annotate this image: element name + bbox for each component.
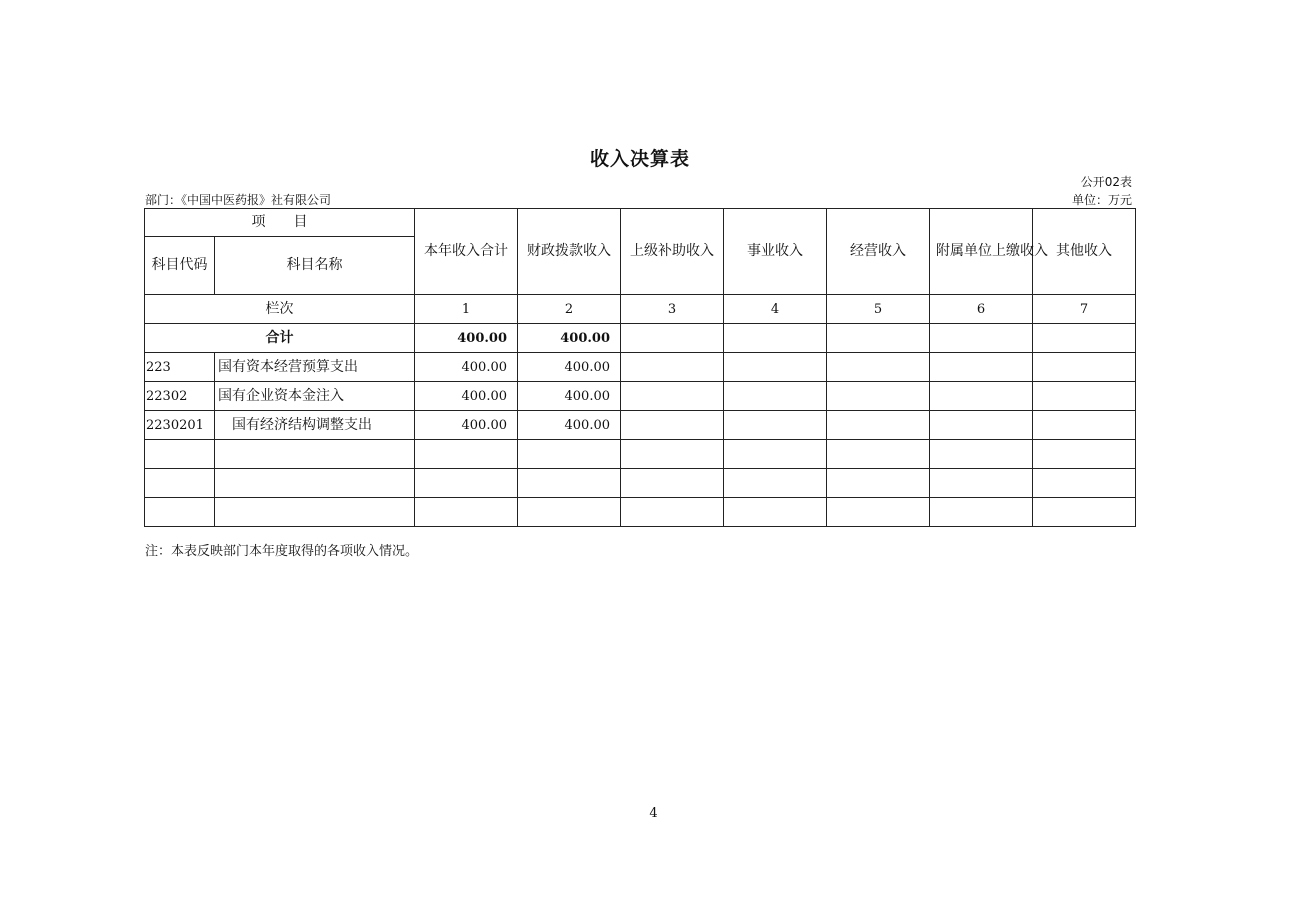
column-header-other-income: 其他收入 bbox=[1033, 209, 1136, 295]
amount-cell: 400.00 bbox=[415, 353, 518, 382]
amount-cell bbox=[827, 469, 930, 498]
subject-name-header: 科目名称 bbox=[215, 237, 415, 295]
amount-cell bbox=[724, 498, 827, 527]
total-cell bbox=[1033, 324, 1136, 353]
subject-name-cell bbox=[215, 469, 415, 498]
table-row bbox=[145, 382, 1136, 411]
amount-cell bbox=[930, 382, 1033, 411]
seq-cell: 2 bbox=[518, 295, 621, 324]
amount-cell bbox=[518, 469, 621, 498]
table-row bbox=[145, 440, 1136, 469]
total-cell bbox=[827, 324, 930, 353]
amount-cell bbox=[724, 411, 827, 440]
subject-code-header: 科目代码 bbox=[145, 237, 215, 295]
total-row bbox=[145, 324, 1136, 353]
amount-cell bbox=[415, 498, 518, 527]
total-cell: 400.00 bbox=[415, 324, 518, 353]
amount-cell bbox=[930, 353, 1033, 382]
amount-cell bbox=[930, 498, 1033, 527]
subject-code-cell bbox=[145, 469, 215, 498]
subject-name-cell bbox=[215, 498, 415, 527]
table-row bbox=[145, 353, 1136, 382]
column-header-fiscal-appropriation: 财政拨款收入 bbox=[518, 209, 621, 295]
amount-cell bbox=[930, 440, 1033, 469]
seq-cell: 1 bbox=[415, 295, 518, 324]
unit-label: 单位：万元 bbox=[1071, 193, 1132, 207]
amount-cell bbox=[930, 411, 1033, 440]
amount-cell bbox=[724, 382, 827, 411]
amount-cell bbox=[621, 498, 724, 527]
amount-cell bbox=[1033, 469, 1136, 498]
amount-cell bbox=[1033, 353, 1136, 382]
seq-row-label: 栏次 bbox=[145, 295, 415, 324]
table-note: 注：本表反映部门本年度取得的各项收入情况。 bbox=[145, 544, 419, 559]
amount-cell bbox=[621, 411, 724, 440]
column-header-total-income: 本年收入合计 bbox=[415, 209, 518, 295]
page-title: 收入决算表 bbox=[589, 148, 690, 170]
amount-cell bbox=[827, 498, 930, 527]
total-cell bbox=[621, 324, 724, 353]
seq-cell: 7 bbox=[1033, 295, 1136, 324]
amount-cell bbox=[415, 469, 518, 498]
amount-cell bbox=[724, 440, 827, 469]
amount-cell bbox=[1033, 440, 1136, 469]
amount-cell bbox=[518, 498, 621, 527]
amount-cell bbox=[1033, 498, 1136, 527]
income-table bbox=[144, 208, 1136, 527]
column-header-affiliated-remittance: 附属单位上缴收入 bbox=[930, 209, 1033, 295]
total-cell bbox=[930, 324, 1033, 353]
amount-cell bbox=[1033, 382, 1136, 411]
seq-row bbox=[145, 295, 1136, 324]
amount-cell bbox=[827, 411, 930, 440]
amount-cell bbox=[518, 440, 621, 469]
amount-cell: 400.00 bbox=[518, 411, 621, 440]
amount-cell bbox=[621, 353, 724, 382]
table-row bbox=[145, 498, 1136, 527]
item-group-header: 项 目 bbox=[145, 209, 415, 237]
amount-cell bbox=[724, 353, 827, 382]
amount-cell bbox=[724, 469, 827, 498]
amount-cell: 400.00 bbox=[415, 411, 518, 440]
amount-cell bbox=[827, 440, 930, 469]
amount-cell: 400.00 bbox=[415, 382, 518, 411]
table-row bbox=[145, 469, 1136, 498]
amount-cell bbox=[827, 382, 930, 411]
seq-cell: 4 bbox=[724, 295, 827, 324]
seq-cell: 6 bbox=[930, 295, 1033, 324]
amount-cell: 400.00 bbox=[518, 382, 621, 411]
subject-name-cell bbox=[215, 440, 415, 469]
total-cell bbox=[724, 324, 827, 353]
column-header-superior-subsidy: 上级补助收入 bbox=[621, 209, 724, 295]
form-code: 公开02表 bbox=[1080, 175, 1132, 189]
subject-code-cell bbox=[145, 498, 215, 527]
page-number: 4 bbox=[649, 806, 658, 821]
subject-name-cell: 国有企业资本金注入 bbox=[215, 382, 415, 411]
subject-code-cell: 2230201 bbox=[145, 411, 215, 440]
subject-code-cell: 223 bbox=[145, 353, 215, 382]
subject-code-cell: 22302 bbox=[145, 382, 215, 411]
table-row bbox=[145, 411, 1136, 440]
amount-cell: 400.00 bbox=[518, 353, 621, 382]
seq-cell: 5 bbox=[827, 295, 930, 324]
amount-cell bbox=[621, 440, 724, 469]
column-header-operating-income: 经营收入 bbox=[827, 209, 930, 295]
amount-cell bbox=[1033, 411, 1136, 440]
seq-cell: 3 bbox=[621, 295, 724, 324]
column-header-business-income: 事业收入 bbox=[724, 209, 827, 295]
header-row-group bbox=[145, 209, 1136, 237]
amount-cell bbox=[621, 382, 724, 411]
total-row-label: 合计 bbox=[145, 324, 415, 353]
department-label: 部门：《中国中医药报》社有限公司 bbox=[145, 193, 332, 207]
amount-cell bbox=[930, 469, 1033, 498]
amount-cell bbox=[827, 353, 930, 382]
total-cell: 400.00 bbox=[518, 324, 621, 353]
amount-cell bbox=[621, 469, 724, 498]
subject-name-cell: 国有资本经营预算支出 bbox=[215, 353, 415, 382]
amount-cell bbox=[415, 440, 518, 469]
subject-name-cell: 国有经济结构调整支出 bbox=[215, 411, 415, 440]
subject-code-cell bbox=[145, 440, 215, 469]
